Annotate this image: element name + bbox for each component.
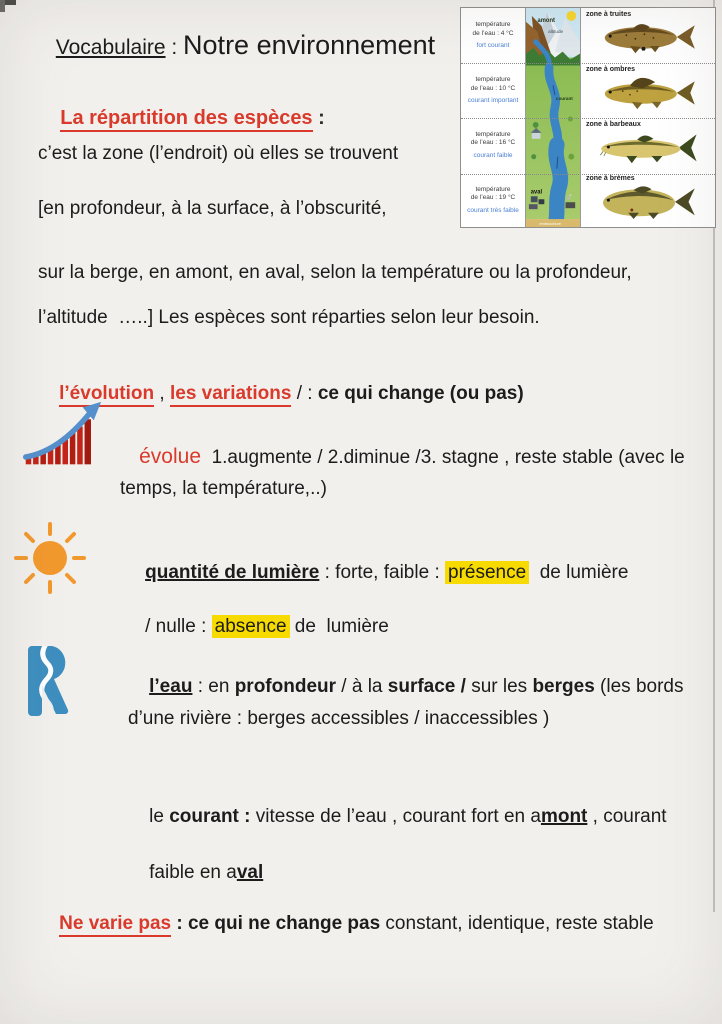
river-logo-icon — [24, 644, 72, 718]
temp-label: température — [475, 21, 511, 29]
evolution-term-1: l’évolution — [59, 383, 154, 407]
scan-corner-mark-2 — [0, 0, 5, 12]
figure-fish-row-1 — [581, 8, 715, 63]
courant-lead: le — [149, 805, 170, 827]
lumiere-mid: : forte, faible : — [319, 561, 445, 583]
title-label: Vocabulaire — [55, 36, 166, 59]
zone-label: zone à truites — [586, 11, 632, 18]
paragraph-line-3: sur la berge, en amont, en aval, selon la température ou la profondeur, — [38, 262, 632, 283]
highlighted-word-presence: présence — [445, 561, 529, 584]
comma: , — [154, 382, 170, 404]
document-title — [38, 12, 435, 79]
eau-seg-3: sur les — [465, 675, 533, 697]
figure-temp-row-4 — [461, 172, 525, 227]
eau-seg-1: : en — [192, 675, 235, 697]
title-separator: : — [165, 36, 184, 59]
eau-line-2: d’une rivière : berges accessibles / inaccessibles ) — [128, 708, 550, 729]
ne-varie-pas-tail: constant, identique, reste stable — [380, 912, 654, 934]
evolution-term-2: les variations — [170, 383, 291, 407]
eau-bold-profondeur: profondeur — [234, 675, 337, 697]
evolue-term: évolue — [139, 444, 202, 468]
page-title: Notre environnement — [183, 30, 436, 60]
eau-seg-4: (les bords — [594, 675, 684, 697]
lumiere-tail-1: de lumière — [529, 561, 629, 583]
trout-fish-illustration — [590, 19, 706, 55]
barbel-fish-illustration — [590, 129, 706, 165]
courant-end: , courant — [587, 805, 667, 827]
figure-fish-row-2 — [581, 63, 715, 118]
lumiere-line2-lead: / nulle : — [145, 615, 212, 637]
figure-temp-row-2 — [461, 63, 525, 118]
eau-term: l’eau — [149, 675, 193, 697]
courant-tail: vitesse de l’eau , courant fort en a — [255, 805, 541, 827]
paragraph-line-4: l’altitude …..] Les espèces sont réparties selon leur besoin. — [38, 307, 540, 328]
current-label: fort courant — [476, 42, 510, 50]
courant-aval: val — [236, 861, 264, 883]
evolution-definition: ce qui change (ou pas) — [317, 382, 524, 404]
sun-icon — [14, 522, 86, 594]
evolue-detail-2: temps, la température,..) — [120, 478, 327, 499]
temp-value: de l’eau : 10 °C — [470, 84, 516, 92]
figure-fish-row-4 — [581, 172, 715, 227]
lumiere-term: quantité de lumière — [145, 561, 320, 583]
bream-fish-illustration — [590, 183, 706, 219]
gap — [201, 447, 212, 468]
slash-colon: / : — [291, 382, 318, 404]
figure-row-divider — [461, 118, 715, 119]
ne-varie-pas-term: Ne varie pas — [59, 913, 171, 937]
figure-fish-row-3 — [581, 118, 715, 173]
growth-chart-icon — [22, 400, 114, 468]
river-zones-figure — [460, 7, 716, 228]
figure-temp-row-1 — [461, 8, 525, 63]
paragraph-line-1: c’est la zone (l’endroit) où elles se trouvent — [38, 143, 399, 164]
temp-label: température — [475, 185, 511, 193]
current-label: courant important — [467, 97, 519, 105]
scene-label-amont: amont — [537, 17, 555, 24]
courant-line2-lead: faible en a — [149, 861, 237, 883]
section-heading-ne-varie-pas — [38, 888, 654, 959]
eau-seg-2: / à la — [336, 675, 388, 697]
highlighted-word-absence: absence — [212, 615, 290, 638]
temp-value: de l’eau : 19 °C — [470, 194, 516, 202]
evolue-detail-1: 1.augmente / 2.diminue /3. stagne , reste stable (avec le — [211, 446, 685, 468]
current-label: courant faible — [473, 151, 513, 159]
ne-varie-pas-bold: ce qui ne change pas — [187, 912, 381, 934]
eau-bold-berges: berges — [532, 675, 595, 697]
eau-bold-surface: surface / — [387, 675, 466, 697]
sun-glyph — [567, 11, 577, 21]
zone-label: zone à ombres — [586, 65, 636, 73]
courant-term: courant : — [169, 805, 256, 827]
ne-varie-pas-colon: : — [171, 912, 188, 934]
temp-value: de l’eau : 4 °C — [472, 29, 514, 37]
figure-row-divider — [461, 174, 715, 175]
zone-label: zone à barbeaux — [586, 120, 641, 128]
scene-label-altitude: altitude — [548, 28, 564, 34]
zone-label: zone à brèmes — [586, 175, 635, 183]
scene-label-aval: aval — [530, 189, 543, 196]
figure-row-divider — [461, 63, 715, 64]
grayling-fish-illustration — [590, 74, 706, 110]
courant-amont: mont — [540, 805, 588, 827]
figure-temp-row-3 — [461, 118, 525, 173]
heading-text: La répartition des espèces — [60, 107, 312, 132]
temp-value: de l’eau : 16 °C — [470, 139, 516, 147]
lumiere-tail-2: de lumière — [289, 615, 389, 637]
paragraph-line-2: [en profondeur, à la surface, à l’obscurité, — [38, 198, 387, 219]
scene-label-courant: courant — [555, 96, 573, 102]
temp-label: température — [475, 76, 511, 84]
scene-label-embouchure: embouchure — [539, 220, 561, 227]
heading-colon: : — [312, 107, 325, 129]
temp-label: température — [475, 130, 511, 138]
current-label: courant très faible — [467, 206, 519, 214]
